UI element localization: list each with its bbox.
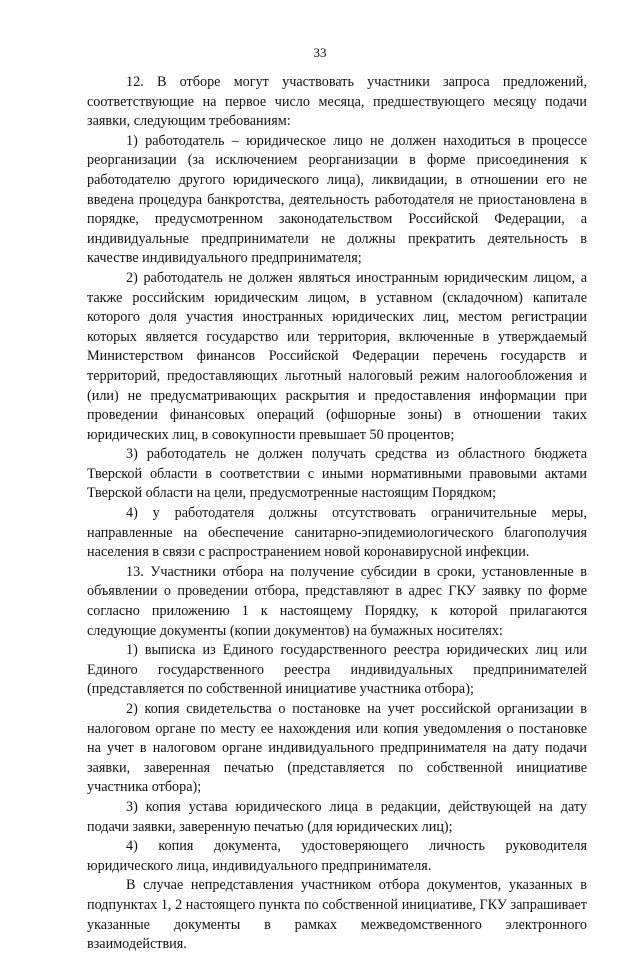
- closing-paragraph: В случае непредставления участником отбора документов, указанных в подпунктах 1, 2 настоящего пункта по собственной инициативе, ГКУ запрашивает указанные документы в рамках межведомственного электронного взаимодействия.: [87, 877, 587, 953]
- document-body: [87, 73, 587, 955]
- document-item-3: 3) копия устава юридического лица в редакции, действующей на дату подачи заявки, заверенную печатью (для юридических лиц);: [87, 798, 587, 835]
- paragraph-13-intro: 13. Участники отбора на получение субсидии в сроки, установленные в объявлении о проведении отбора, представляют в адрес ГКУ заявку по форме согласно приложению 1 к настоящему Порядку, к которой прилагаются следующие документы (копии документов) на бумажных носителях:: [87, 563, 587, 639]
- document-item-2: 2) копия свидетельства о постановке на учет российской организации в налоговом органе по месту ее нахождения или копия уведомления о постановке на учет в налоговом органе индивидуального предпринимателя на дату подачи заявки, заверенная печатью (представляется по собственной инициативе участника отбора);: [87, 701, 587, 796]
- requirement-3: 3) работодатель не должен получать средства из областного бюджета Тверской области в соответствии с иными нормативными правовыми актами Тверской области на цели, предусмотренные настоящим Порядком;: [87, 446, 587, 502]
- requirement-2: 2) работодатель не должен являться иностранным юридическим лицом, а также российским юридическим лицом, в уставном (складочном) капитале которого доля участия иностранных юридических лиц, местом регистрации которых является государство или территория, включенные в утверждаемый Министерством финансов Российской Федерации перечень государств и территорий, предоставляющих льготный налоговый режим налогообложения и (или) не предусматривающих раскрытия и предоставления информации при проведении финансовых операций (офшорные зоны) в отношении таких юридических лиц, в совокупности превышает 50 процентов;: [87, 269, 587, 443]
- document-item-1: 1) выписка из Единого государственного реестра юридических лиц или Единого государственного реестра индивидуальных предпринимателей (представляется по собственной инициативе участника отбора);: [87, 642, 587, 698]
- requirement-1: 1) работодатель – юридическое лицо не должен находиться в процессе реорганизации (за исключением реорганизации в форме присоединения к работодателю другого юридического лица), ликвидации, в отношении его не введена процедура банкротства, деятельность работодателя не приостановлена в порядке, предусмотренном законодательством Российской Федерации, а индивидуальные предприниматели не должны прекратить деятельность в качестве индивидуального предпринимателя;: [87, 132, 587, 267]
- requirement-4: 4) у работодателя должны отсутствовать ограничительные меры, направленные на обеспечение санитарно-эпидемиологического благополучия населения в связи с распространением новой коронавирусной инфекции.: [87, 505, 587, 561]
- paragraph-12-intro: 12. В отборе могут участвовать участники запроса предложений, соответствующие на первое число месяца, предшествующего месяцу подачи заявки, следующим требованиям:: [87, 74, 587, 130]
- document-item-4: 4) копия документа, удостоверяющего личность руководителя юридического лица, индивидуального предпринимателя.: [87, 838, 587, 874]
- page-number: 33: [313, 45, 327, 60]
